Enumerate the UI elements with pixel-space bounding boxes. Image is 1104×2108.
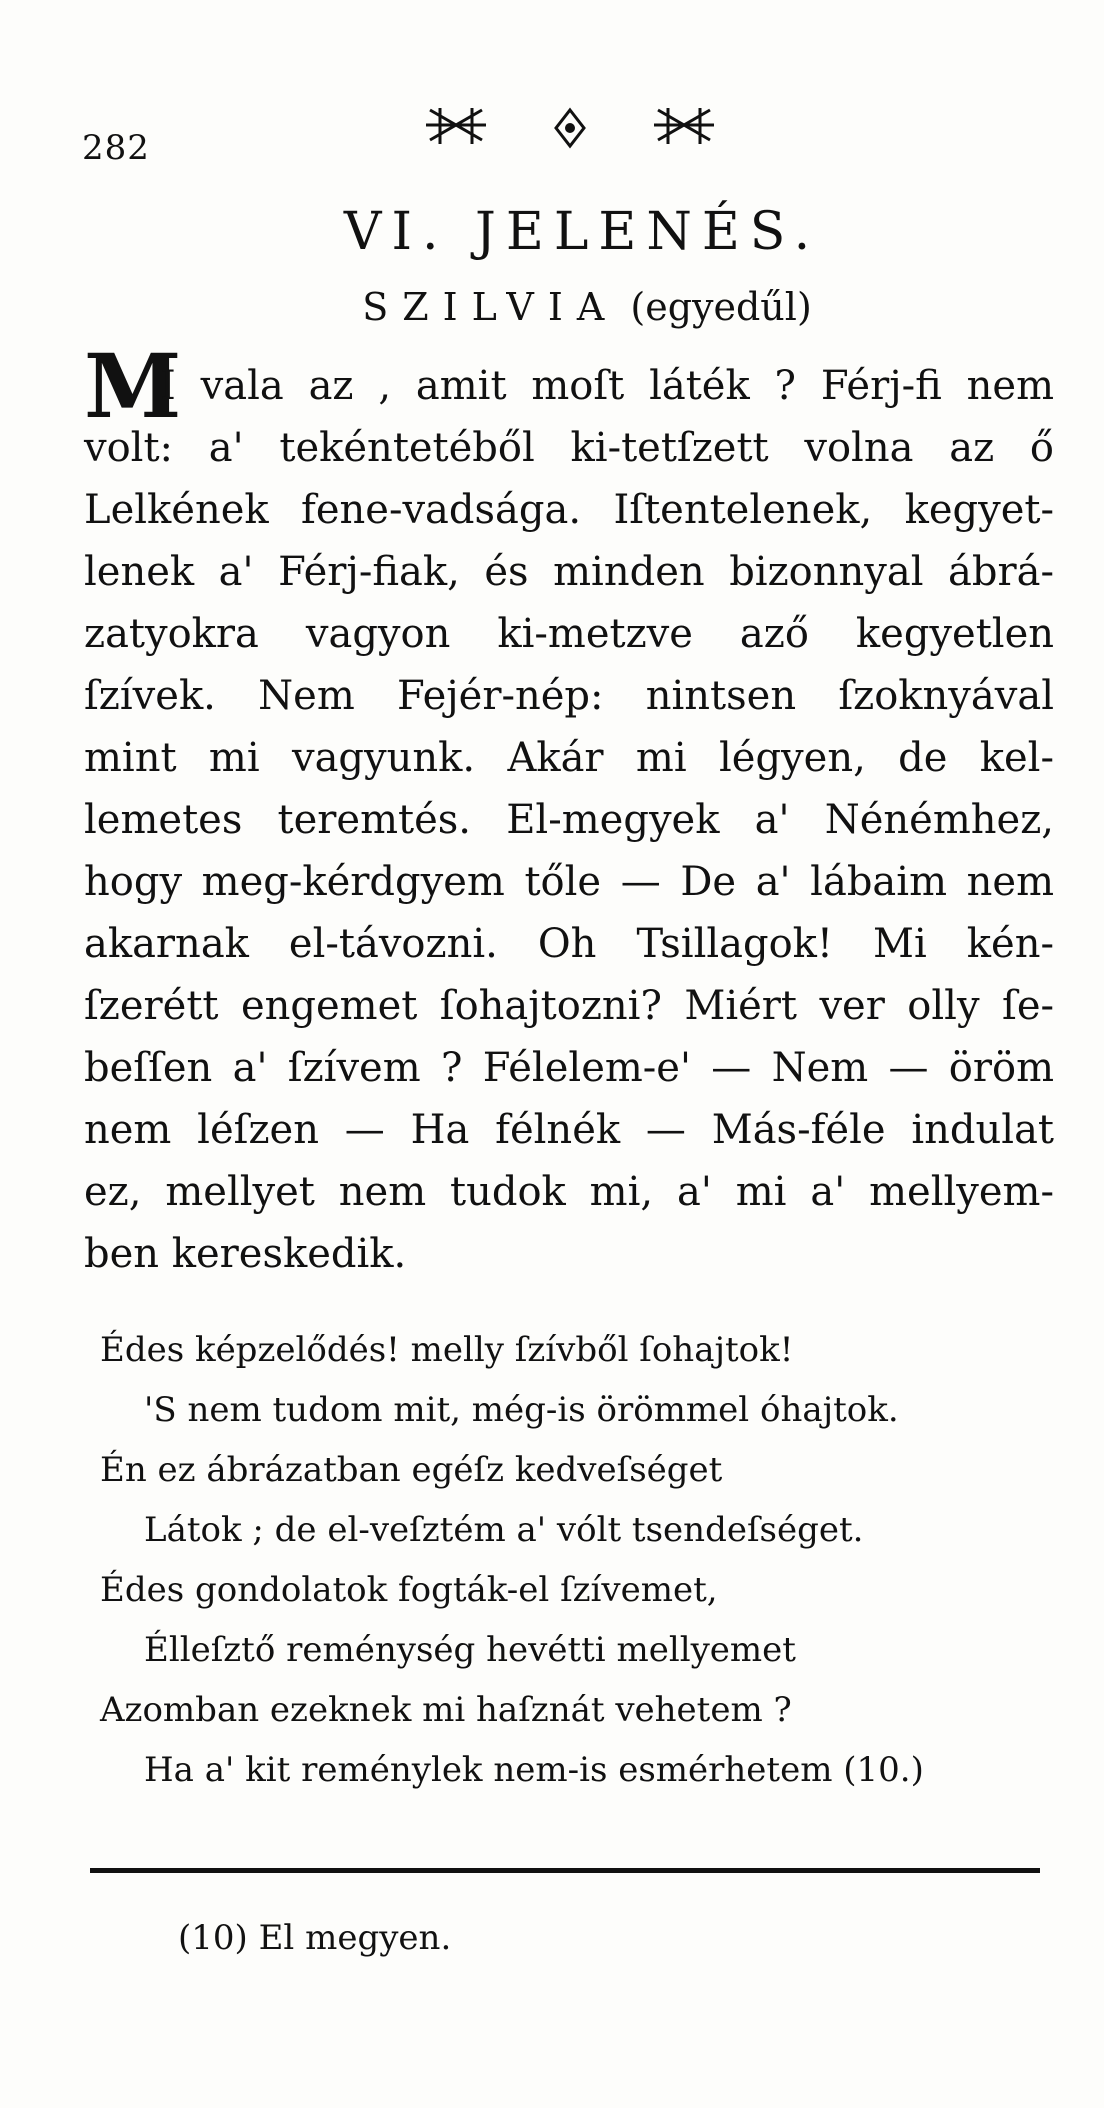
- prose-line: lemetes teremtés. El-megyek a' Nénémhez,: [84, 797, 1054, 843]
- prose-line: Lelkének fene-vadsága. Iſtentelenek, kegyet-: [84, 487, 1054, 533]
- verse-line: Látok ; de el-veſztém a' vólt tsendeſséget.: [144, 1510, 864, 1550]
- fleuron-left-icon: [426, 108, 486, 144]
- speaker-name: SZILVIA: [362, 285, 619, 329]
- prose-line: ez, mellyet nem tudok mi, a' mi a' mellyem-: [84, 1169, 1054, 1215]
- stage-direction: (egyedűl): [630, 285, 812, 329]
- scene-title: VI. JELENÉS.: [343, 202, 821, 262]
- prose-line: hogy meg-kérdgyem tőle — De a' lábaim nem: [84, 859, 1054, 905]
- prose-line: beſſen a' ſzívem ? Félelem-e' — Nem — öröm: [84, 1045, 1054, 1091]
- prose-first-line: I vala az , amit moſt láték ? Férj-fi nem: [160, 363, 1054, 409]
- page-number: 282: [82, 128, 150, 168]
- verse-line: Ha a' kit reménylek nem-is esmérhetem (10.): [144, 1750, 924, 1790]
- prose-line: zatyokra vagyon ki-metzve aző kegyetlen: [84, 611, 1054, 657]
- prose-line: mint mi vagyunk. Akár mi légyen, de kel-: [84, 735, 1054, 781]
- verse-line: 'S nem tudom mit, még-is örömmel óhajtok.: [144, 1390, 899, 1430]
- verse-block: [100, 1320, 1060, 1800]
- prose-body: [84, 417, 1054, 1285]
- prose-line: volt: a' tekéntetéből ki-tetſzett volna az ő: [84, 425, 1054, 471]
- prose-line: ſzívek. Nem Fejér-nép: nintsen ſzoknyával: [84, 673, 1054, 719]
- prose-line: nem léſzen — Ha félnék — Más-féle indulat: [84, 1107, 1054, 1153]
- drop-cap: M: [84, 334, 182, 438]
- verse-line: Én ez ábrázatban egéſz kedveſséget: [100, 1450, 723, 1490]
- footnote-rule: [90, 1868, 1040, 1873]
- prose-line: ſzerétt engemet ſohajtozni? Miért ver olly ſe-: [84, 983, 1054, 1029]
- speaker-line: [0, 285, 1104, 329]
- prose-line: ben kereskedik.: [84, 1231, 407, 1277]
- footnote: (10) El megyen.: [178, 1918, 452, 1958]
- verse-line: Édes gondolatok fogták-el ſzívemet,: [100, 1570, 718, 1610]
- fleuron-center-icon: [556, 110, 584, 146]
- verse-line: Élleſztő reménység hevétti mellyemet: [144, 1630, 796, 1670]
- prose-line: akarnak el-távozni. Oh Tsillagok! Mi kén-: [84, 921, 1054, 967]
- verse-line: Édes képzelődés! melly ſzívből ſohajtok!: [100, 1330, 794, 1370]
- header-ornament: [420, 100, 720, 160]
- prose-line: lenek a' Férj-fiak, és minden bizonnyal ábrá-: [84, 549, 1054, 595]
- fleuron-right-icon: [654, 108, 714, 144]
- verse-line: Azomban ezeknek mi haſznát vehetem ?: [100, 1690, 792, 1730]
